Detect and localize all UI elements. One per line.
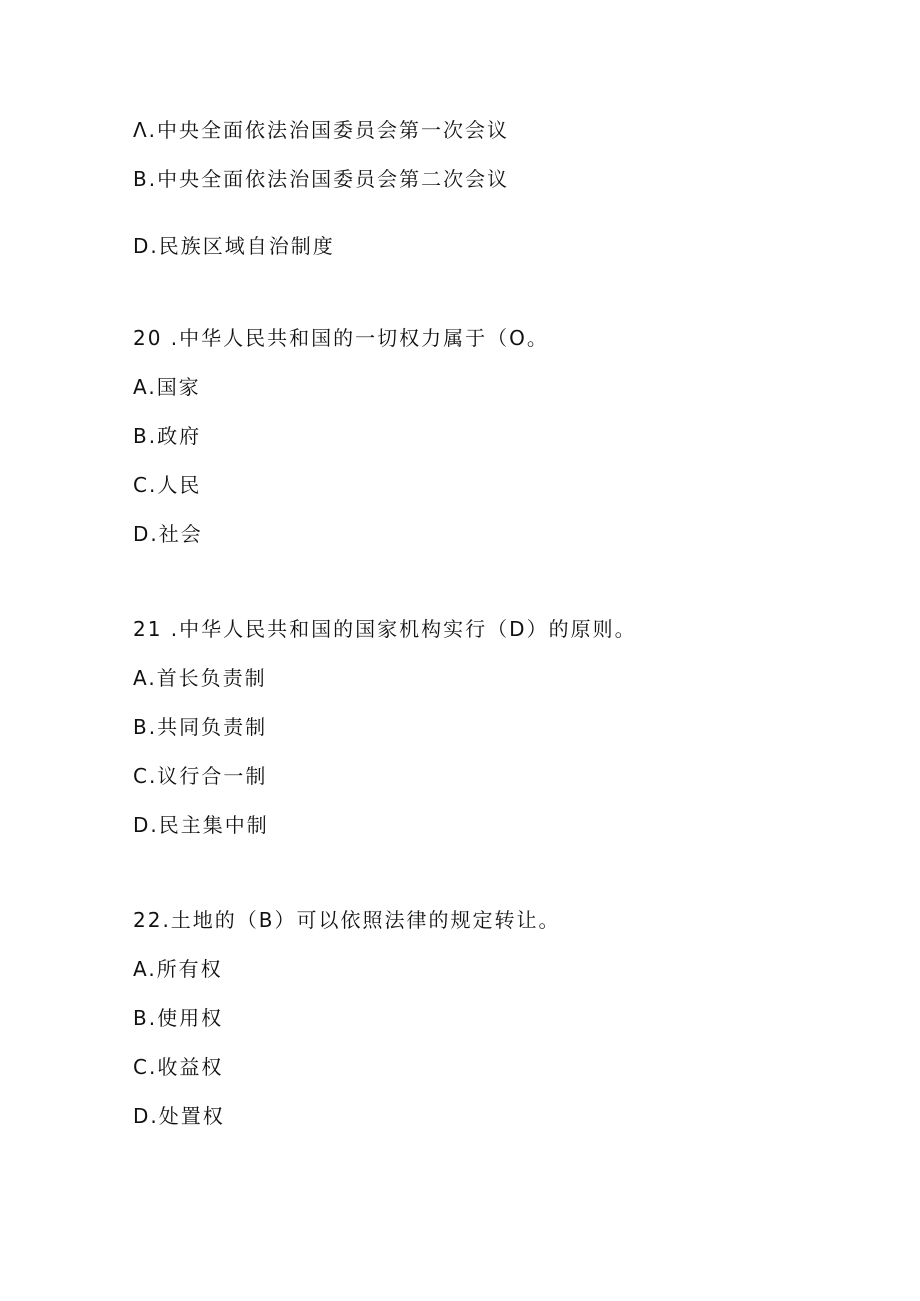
q22-option-a: A.所有权 <box>133 957 223 981</box>
q22-option-c: C.收益权 <box>133 1055 224 1079</box>
option-a-prev: Λ.中央全面依法治国委员会第一次会议 <box>133 118 510 142</box>
option-d-prev: D.民族区域自治制度 <box>133 234 335 258</box>
q21-option-a: A.首长负责制 <box>133 666 267 690</box>
question-21: 21 .中华人民共和国的国家机构实行（D）的原则。 <box>133 617 637 641</box>
question-20: 20 .中华人民共和国的一切权力属于（O。 <box>133 326 549 350</box>
q22-option-d: D.处置权 <box>133 1104 225 1128</box>
option-b-prev: B.中央全面依法治国委员会第二次会议 <box>133 167 510 191</box>
question-22: 22.土地的（B）可以依照法律的规定转让。 <box>133 908 561 932</box>
q20-option-b: B.政府 <box>133 424 202 448</box>
q20-option-d: D.社会 <box>133 522 203 546</box>
q20-option-a: A.国家 <box>133 375 201 399</box>
q21-option-d: D.民主集中制 <box>133 813 269 837</box>
q21-option-c: C.议行合一制 <box>133 764 268 788</box>
q22-option-b: B.使用权 <box>133 1006 224 1030</box>
q21-option-b: B.共同负责制 <box>133 715 268 739</box>
q20-option-c: C.人民 <box>133 473 202 497</box>
